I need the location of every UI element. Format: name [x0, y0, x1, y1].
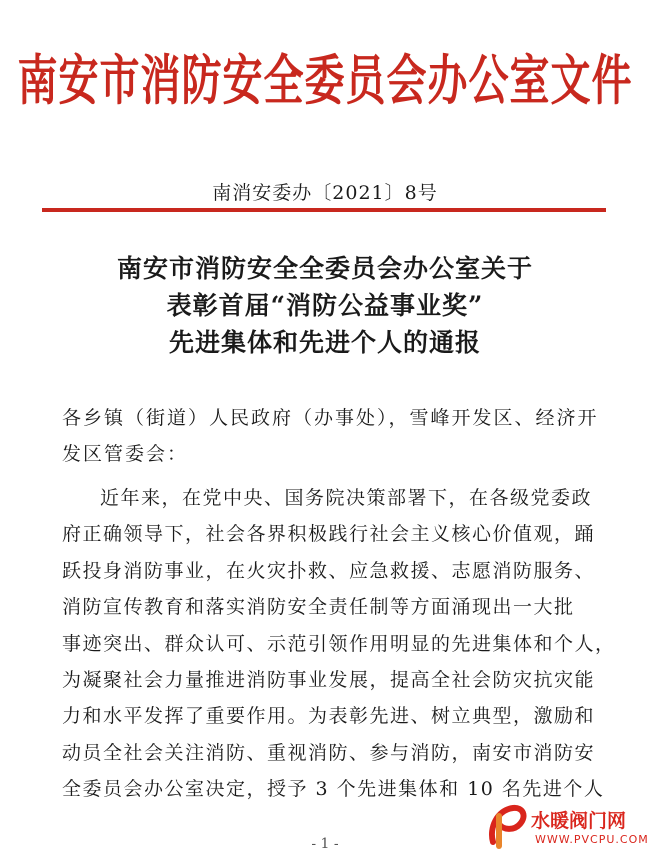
body-line: 近年来，在党中央、国务院决策部署下，在各级党委政: [100, 487, 593, 509]
body-paragraph: [62, 480, 616, 808]
body-line: 消防宣传教育和落实消防安全责任制等方面涌现出一大批: [62, 596, 575, 619]
document-header-title: 南安市消防安全委员会办公室文件: [17, 50, 633, 113]
watermark-url: WWW.PVCPU.COM: [535, 833, 649, 846]
body-line: 府正确领导下，社会各界积极践行社会主义核心价值观，踊: [62, 523, 596, 546]
site-watermark: [487, 800, 647, 854]
header-divider: [42, 208, 606, 212]
body-line: 力和水平发挥了重要作用。为表彰先进、树立典型，激励和: [62, 705, 596, 728]
page-number: - 1 -: [311, 836, 339, 852]
title-line-1: 南安市消防安全全委员会办公室关于: [116, 254, 533, 283]
body-line: 跃投身消防事业，在火灾扑救、应急救援、志愿消防服务、: [62, 559, 596, 582]
title-line-2: 表彰首届“消防公益事业奖”: [166, 291, 484, 320]
notice-title: [0, 250, 650, 361]
document-number: 南消安委办〔2021〕8号: [212, 182, 438, 204]
watermark-site-name: 水暖阀门网: [531, 810, 627, 832]
pv-logo-icon: [487, 802, 529, 850]
body-line: 事迹突出、群众认可、示范引领作用明显的先进集体和个人，: [62, 632, 616, 655]
body-line: 动员全社会关注消防、重视消防、参与消防，南安市消防安: [62, 741, 596, 764]
body-line: 全委员会办公室决定，授予 3 个先进集体和 10 名先进个人: [62, 778, 605, 801]
addressee-paragraph: 各乡镇（街道）人民政府（办事处），雪峰开发区、经济开发区管委会：: [62, 407, 599, 465]
body-line: 为凝聚社会力量推进消防事业发展，提高全社会防灾抗灾能: [62, 669, 596, 692]
title-line-3: 先进集体和先进个人的通报: [168, 328, 481, 357]
